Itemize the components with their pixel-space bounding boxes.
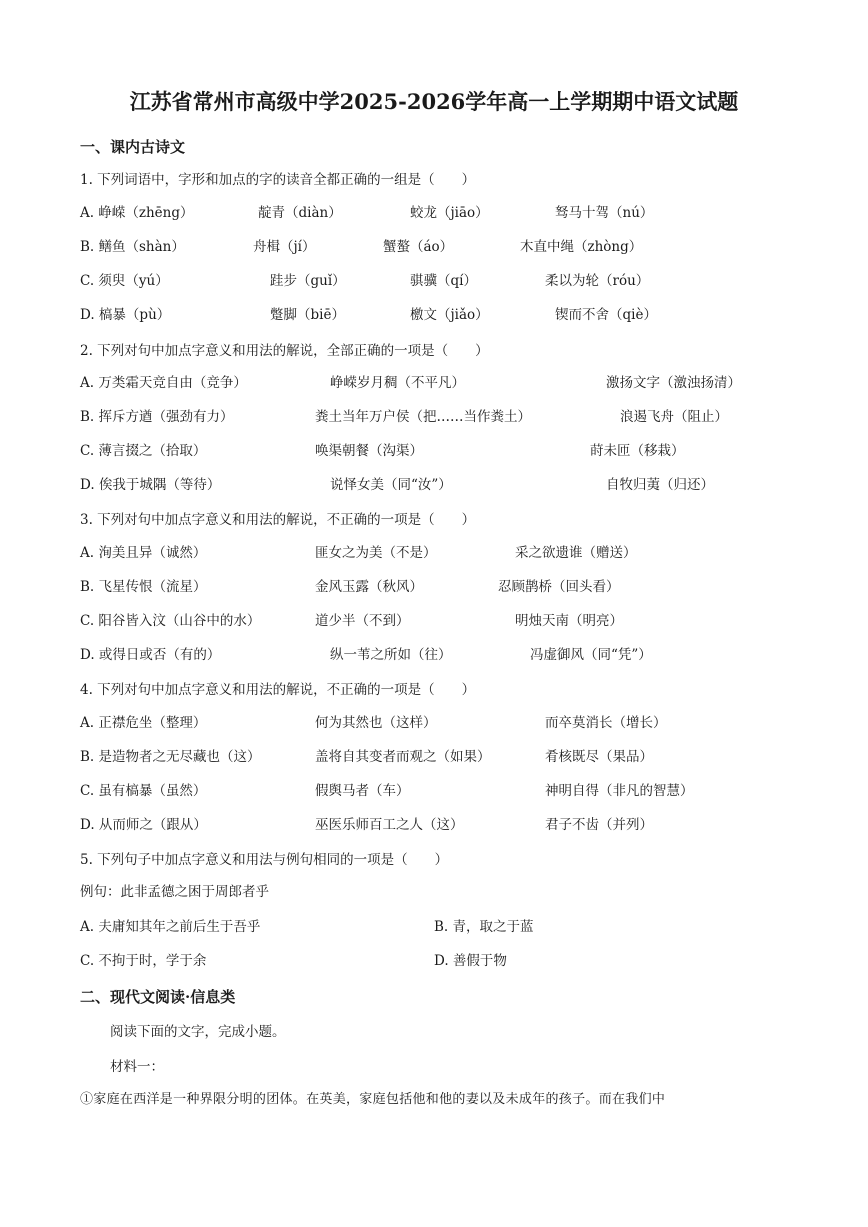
- q3-option-c-1: C. 阳谷皆入汶（山谷中的水）: [80, 613, 261, 629]
- q4-option-a-1: A. 正襟危坐（整理）: [80, 715, 207, 731]
- q2-option-a-2: 峥嵘岁月稠（不平凡）: [330, 375, 465, 391]
- q3-option-d-3: 冯虚御风（同“凭”）: [530, 647, 652, 663]
- q3-option-a-3: 采之欲遗谁（赠送）: [515, 545, 637, 561]
- q1-option-d-1: D. 槁暴（pù）: [80, 307, 171, 323]
- question-4-stem: 4. 下列对句中加点字意义和用法的解说，不正确的一项是（ ）: [80, 682, 476, 698]
- question-5-example: 例句：此非孟德之困于周郎者乎: [80, 884, 269, 900]
- q1-option-d-2: 蹩脚（biē）: [270, 307, 345, 323]
- question-2-stem: 2. 下列对句中加点字意义和用法的解说，全部正确的一项是（ ）: [80, 343, 489, 359]
- q2-option-c-3: 莳未匝（移栽）: [590, 443, 685, 459]
- q3-option-b-3: 忍顾鹊桥（回头看）: [498, 579, 620, 595]
- q2-option-b-1: B. 挥斥方遒（强劲有力）: [80, 409, 234, 425]
- q1-option-a-3: 蛟龙（jiāo）: [410, 205, 489, 221]
- q4-option-c-3: 神明自得（非凡的智慧）: [545, 783, 694, 799]
- q1-option-a-4: 驽马十驾（nú）: [555, 205, 654, 221]
- q4-option-c-2: 假舆马者（车）: [315, 783, 410, 799]
- q4-option-c-1: C. 虽有槁暴（虽然）: [80, 783, 207, 799]
- section-heading-2: 二、现代文阅读·信息类: [80, 988, 236, 1006]
- q4-option-b-3: 肴核既尽（果品）: [545, 749, 653, 765]
- q3-option-d-2: 纵一苇之所如（往）: [330, 647, 452, 663]
- question-1-stem: 1. 下列词语中，字形和加点的字的读音全都正确的一组是（ ）: [80, 172, 476, 188]
- q1-option-b-1: B. 鳝鱼（shàn）: [80, 239, 185, 255]
- reading-intro: 阅读下面的文字，完成小题。: [110, 1024, 286, 1040]
- q4-option-b-2: 盖将自其变者而观之（如果）: [315, 749, 491, 765]
- material-label: 材料一：: [110, 1059, 164, 1075]
- q3-option-c-3: 明烛天南（明亮）: [515, 613, 623, 629]
- q1-option-a-2: 靛青（diàn）: [258, 205, 342, 221]
- q4-option-d-2: 巫医乐师百工之人（这）: [315, 817, 464, 833]
- q4-option-a-2: 何为其然也（这样）: [315, 715, 437, 731]
- page-title: 江苏省常州市高级中学2025-2026学年高一上学期期中语文试题: [129, 89, 739, 114]
- q3-option-c-2: 道少半（不到）: [315, 613, 410, 629]
- q1-option-b-2: 舟楫（jí）: [253, 239, 316, 255]
- q1-option-a-1: A. 峥嵘（zhēng）: [80, 205, 194, 221]
- q4-option-d-1: D. 从而师之（跟从）: [80, 817, 207, 833]
- q2-option-d-2: 说怿女美（同“汝”）: [330, 477, 452, 493]
- q4-option-a-3: 而卒莫消长（增长）: [545, 715, 667, 731]
- q1-option-c-3: 骐骥（qí）: [410, 273, 477, 289]
- q5-option-a: A. 夫庸知其年之前后生于吾乎: [80, 919, 261, 935]
- q1-option-b-3: 蟹螯（áo）: [383, 239, 454, 255]
- q4-option-d-3: 君子不齿（并列）: [545, 817, 653, 833]
- section-heading-1: 一、课内古诗文: [80, 138, 186, 156]
- q3-option-a-2: 匪女之为美（不是）: [315, 545, 437, 561]
- q2-option-a-1: A. 万类霜天竞自由（竞争）: [80, 375, 247, 391]
- question-5-stem: 5. 下列句子中加点字意义和用法与例句相同的一项是（ ）: [80, 852, 449, 868]
- q2-option-c-1: C. 薄言掇之（拾取）: [80, 443, 207, 459]
- q5-option-d: D. 善假于物: [434, 953, 507, 969]
- q1-option-d-3: 檄文（jiǎo）: [410, 307, 489, 323]
- q1-option-b-4: 木直中绳（zhòng）: [520, 239, 643, 255]
- q2-option-a-3: 激扬文字（激浊扬清）: [606, 375, 741, 391]
- q2-option-c-2: 唤渠朝餐（沟渠）: [315, 443, 423, 459]
- q2-option-d-1: D. 俟我于城隅（等待）: [80, 477, 221, 493]
- q1-option-c-1: C. 须臾（yú）: [80, 273, 169, 289]
- q1-option-c-4: 柔以为轮（róu）: [545, 273, 650, 289]
- question-3-stem: 3. 下列对句中加点字意义和用法的解说，不正确的一项是（ ）: [80, 512, 476, 528]
- q5-option-c: C. 不拘于时，学于余: [80, 953, 207, 969]
- q5-option-b: B. 青，取之于蓝: [434, 919, 534, 935]
- q1-option-d-4: 锲而不舍（qiè）: [555, 307, 657, 323]
- q2-option-d-3: 自牧归荑（归还）: [606, 477, 714, 493]
- material-paragraph-1: ①家庭在西洋是一种界限分明的团体。在英美，家庭包括他和他的妻以及未成年的孩子。而在我们中: [80, 1092, 666, 1107]
- q3-option-d-1: D. 或得日或否（有的）: [80, 647, 221, 663]
- q3-option-b-2: 金风玉露（秋风）: [315, 579, 423, 595]
- q3-option-b-1: B. 飞星传恨（流星）: [80, 579, 207, 595]
- q4-option-b-1: B. 是造物者之无尽藏也（这）: [80, 749, 261, 765]
- q2-option-b-2: 粪土当年万户侯（把……当作粪土）: [315, 409, 531, 425]
- q2-option-b-3: 浪遏飞舟（阻止）: [620, 409, 728, 425]
- q1-option-c-2: 跬步（guǐ）: [270, 273, 346, 289]
- q3-option-a-1: A. 洵美且异（诚然）: [80, 545, 207, 561]
